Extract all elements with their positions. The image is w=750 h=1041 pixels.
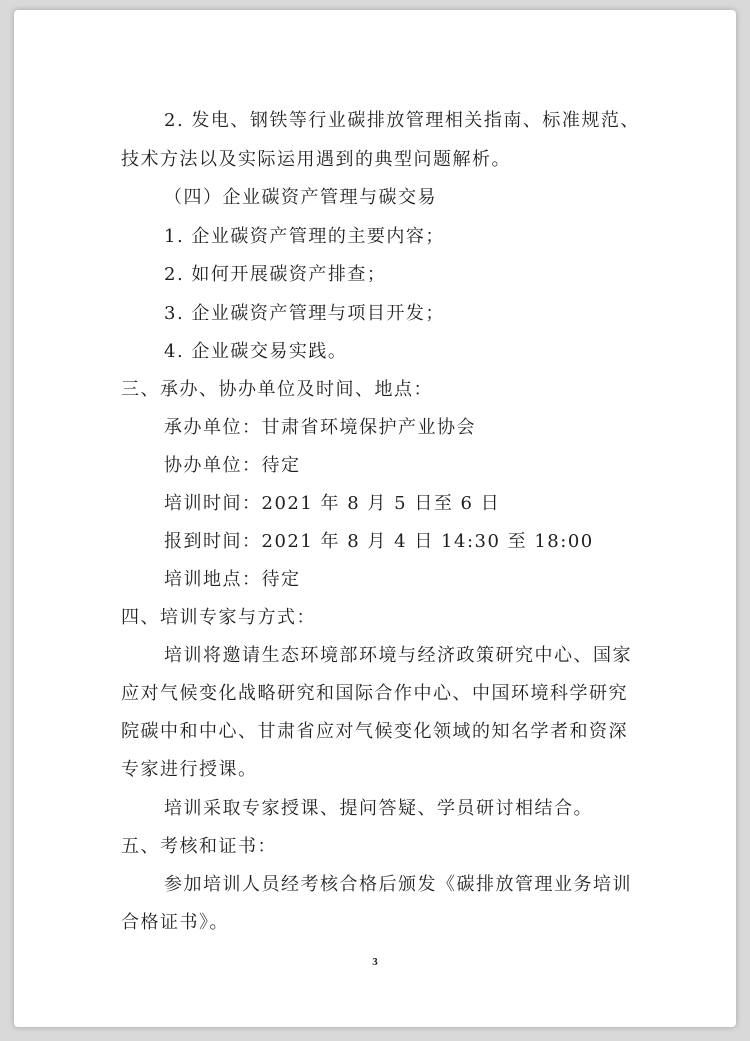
text-line: 培训时间：2021 年 8 月 5 日至 6 日 [164,493,501,514]
text-line: 3. 企业碳资产管理与项目开发； [164,303,445,324]
section-heading: 五、考核和证书： [121,836,277,857]
text-line: 技术方法以及实际运用遇到的典型问题解析。 [121,149,511,170]
text-line: 2. 如何开展碳资产排查； [164,264,387,285]
section-heading: 四、培训专家与方式： [121,607,316,628]
text-line: 应对气候变化战略研究和国际合作中心、中国环境科学研究 [121,683,628,704]
text-line: 4. 企业碳交易实践。 [164,341,348,362]
text-line: 专家进行授课。 [121,759,258,780]
text-line: 合格证书》。 [121,912,229,933]
text-line: 参加培训人员经考核合格后颁发《碳排放管理业务培训 [164,874,632,895]
document-page [14,10,736,1027]
section-heading: 三、承办、协办单位及时间、地点： [121,379,433,400]
text-line: 培训采取专家授课、提问答疑、学员研讨相结合。 [164,798,593,819]
text-line: 1. 企业碳资产管理的主要内容； [164,226,445,247]
text-line: 协办单位：待定 [164,455,301,476]
text-line: 培训地点：待定 [164,569,301,590]
text-line: 院碳中和中心、甘肃省应对气候变化领域的知名学者和资深 [121,721,628,742]
page-number: 3 [372,956,378,968]
text-line: 培训将邀请生态环境部环境与经济政策研究中心、国家 [164,645,632,666]
text-line: （四）企业碳资产管理与碳交易 [164,187,437,208]
text-line: 承办单位：甘肃省环境保护产业协会 [164,417,476,438]
text-line: 报到时间：2021 年 8 月 4 日 14:30 至 18:00 [164,531,594,552]
text-line: 2. 发电、钢铁等行业碳排放管理相关指南、标准规范、 [164,110,640,131]
